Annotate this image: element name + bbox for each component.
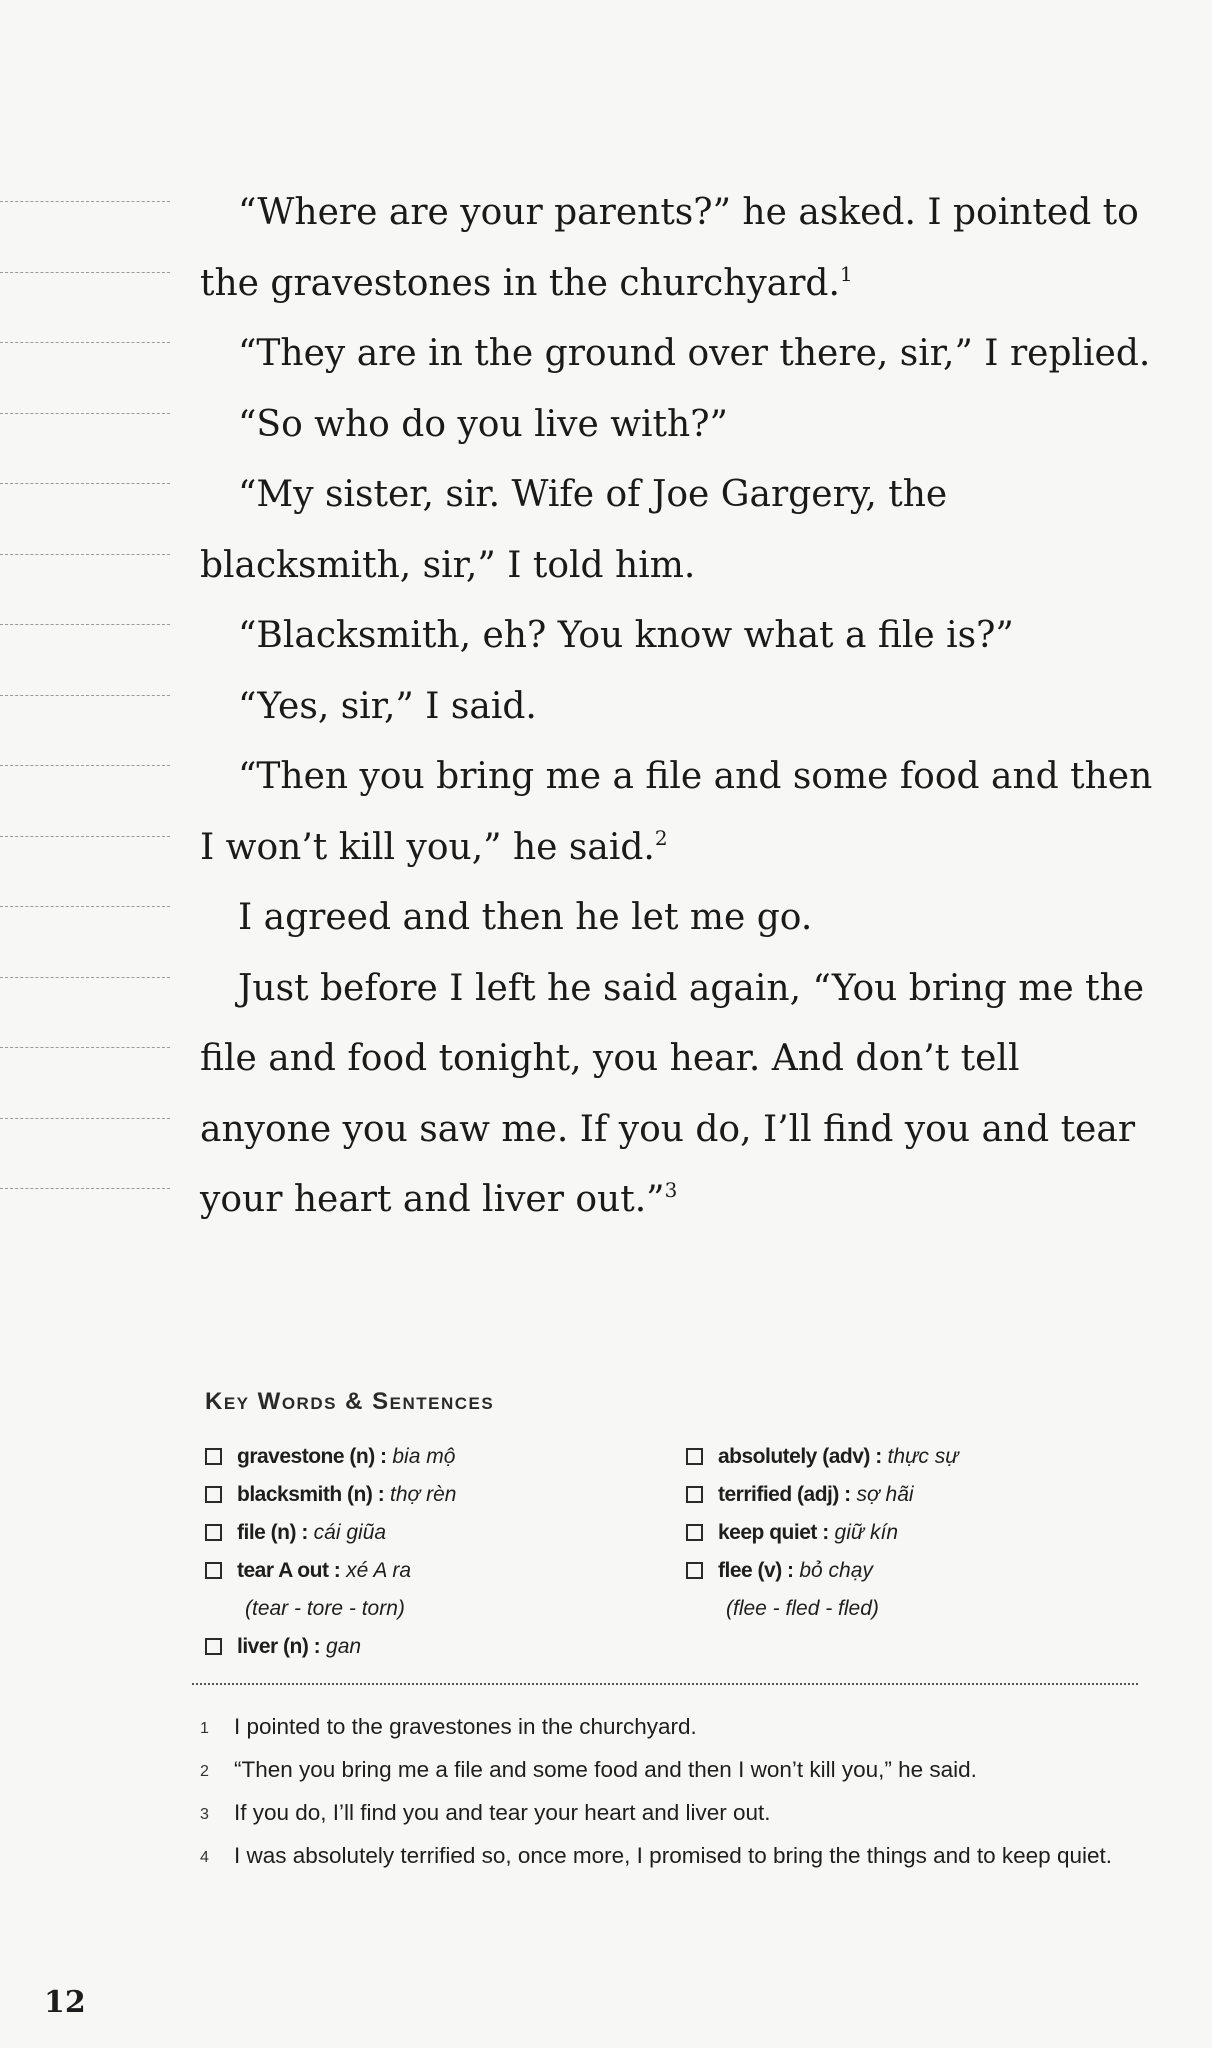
margin-rule bbox=[0, 272, 170, 273]
story-paragraph: Just before I left he said again, “You bring me the file and food tonight, you hear. And don’t tell anyone you saw me. If you do, I’ll find you and tear your heart and liver out.”$^3$ bbox=[200, 967, 1145, 1220]
key-word-term: absolutely (adv) : bbox=[718, 1445, 882, 1468]
key-word-term: file (n) : bbox=[237, 1521, 308, 1544]
story-paragraph: I agreed and then he let me go. bbox=[238, 897, 813, 938]
checkbox-icon[interactable] bbox=[205, 1638, 222, 1655]
margin-rule bbox=[0, 413, 170, 414]
footnote-marker: 2 bbox=[654, 825, 668, 850]
checkbox-icon[interactable] bbox=[205, 1486, 222, 1503]
key-word-forms: (flee - fled - fled) bbox=[726, 1597, 879, 1620]
sentence-number: 3 bbox=[200, 1806, 209, 1823]
sentence-text: If you do, I’ll find you and tear your heart and liver out. bbox=[234, 1800, 771, 1825]
sentence-text: I pointed to the gravestones in the churchyard. bbox=[234, 1714, 697, 1739]
margin-rule bbox=[0, 201, 170, 202]
key-word-meaning: bia mộ bbox=[392, 1445, 456, 1468]
story-paragraph: “Then you bring me a file and some food and then I won’t kill you,” he said.$^2$ bbox=[200, 756, 1153, 868]
key-word-term: tear A out : bbox=[237, 1559, 341, 1582]
margin-rule bbox=[0, 1047, 170, 1048]
key-word-meaning: thực sự bbox=[887, 1445, 959, 1468]
key-word-term: terrified (adj) : bbox=[718, 1483, 851, 1506]
margin-rule bbox=[0, 624, 170, 625]
sentence-number: 2 bbox=[200, 1763, 209, 1780]
story-text bbox=[200, 178, 1160, 1236]
key-word-term: liver (n) : bbox=[237, 1635, 321, 1658]
checkbox-icon[interactable] bbox=[205, 1448, 222, 1465]
story-paragraph: “Where are your parents?” he asked. I pointed to the gravestones in the churchyard.$^1$ bbox=[200, 192, 1139, 304]
key-sentence bbox=[200, 1712, 1140, 1741]
checkbox-icon[interactable] bbox=[686, 1562, 703, 1579]
margin-note-lines bbox=[0, 0, 175, 1220]
key-word-meaning: bỏ chạy bbox=[799, 1559, 873, 1582]
key-word-item bbox=[686, 1518, 1146, 1556]
key-word-meaning: sợ hãi bbox=[856, 1483, 914, 1506]
margin-rule bbox=[0, 483, 170, 484]
key-word-meaning: thợ rèn bbox=[390, 1483, 457, 1506]
key-word-item bbox=[205, 1442, 665, 1480]
key-sentence bbox=[200, 1798, 1140, 1827]
sentence-number: 1 bbox=[200, 1720, 209, 1737]
margin-rule bbox=[0, 1188, 170, 1189]
story-paragraph: “Blacksmith, eh? You know what a file is?” bbox=[238, 615, 1014, 656]
margin-rule bbox=[0, 1118, 170, 1119]
margin-rule bbox=[0, 977, 170, 978]
margin-rule bbox=[0, 906, 170, 907]
key-word-item bbox=[205, 1632, 665, 1670]
margin-rule bbox=[0, 765, 170, 766]
key-word-meaning: cái giũa bbox=[313, 1521, 387, 1544]
key-word-term: flee (v) : bbox=[718, 1559, 794, 1582]
key-word-meaning: xé A ra bbox=[346, 1559, 412, 1582]
key-word-term: blacksmith (n) : bbox=[237, 1483, 385, 1506]
sentence-text: I was absolutely terrified so, once more, I promised to bring the things and to keep quiet. bbox=[234, 1843, 1112, 1868]
key-sentences bbox=[200, 1712, 1140, 1884]
key-word-item bbox=[205, 1556, 665, 1594]
checkbox-icon[interactable] bbox=[205, 1524, 222, 1541]
key-words-heading: Key Words & Sentences bbox=[205, 1388, 495, 1415]
margin-rule bbox=[0, 695, 170, 696]
page-number: 12 bbox=[44, 1985, 86, 2020]
checkbox-icon[interactable] bbox=[205, 1562, 222, 1579]
sentence-number: 4 bbox=[200, 1849, 209, 1866]
margin-rule bbox=[0, 836, 170, 837]
key-word-item bbox=[686, 1556, 1146, 1594]
story-paragraph: “Yes, sir,” I said. bbox=[238, 685, 537, 727]
dotted-divider bbox=[192, 1683, 1138, 1685]
key-words-right-column bbox=[686, 1442, 1146, 1632]
sentence-text: “Then you bring me a file and some food and then I won’t kill you,” he said. bbox=[234, 1757, 977, 1782]
key-word-item bbox=[686, 1480, 1146, 1518]
margin-rule bbox=[0, 342, 170, 343]
checkbox-icon[interactable] bbox=[686, 1448, 703, 1465]
story-paragraph: “They are in the ground over there, sir,” I replied. bbox=[238, 333, 1151, 374]
story-paragraph: “My sister, sir. Wife of Joe Gargery, the blacksmith, sir,” I told him. bbox=[200, 474, 948, 586]
margin-rule bbox=[0, 554, 170, 555]
key-word-forms: (tear - tore - torn) bbox=[245, 1597, 405, 1620]
key-sentence bbox=[200, 1841, 1140, 1870]
story-paragraph: “So who do you live with?” bbox=[238, 403, 728, 445]
footnote-marker: 3 bbox=[664, 1178, 678, 1202]
key-word-meaning: gan bbox=[326, 1635, 362, 1658]
key-sentence bbox=[200, 1755, 1140, 1784]
key-word-term: gravestone (n) : bbox=[237, 1445, 387, 1468]
checkbox-icon[interactable] bbox=[686, 1524, 703, 1541]
key-word-meaning: giữ kín bbox=[834, 1521, 899, 1544]
key-word-item bbox=[686, 1442, 1146, 1480]
key-word-item bbox=[205, 1518, 665, 1556]
footnote-marker: 1 bbox=[839, 261, 853, 286]
key-word-item bbox=[205, 1480, 665, 1518]
checkbox-icon[interactable] bbox=[686, 1486, 703, 1503]
key-word-term: keep quiet : bbox=[718, 1521, 829, 1544]
key-words-left-column bbox=[205, 1442, 665, 1670]
